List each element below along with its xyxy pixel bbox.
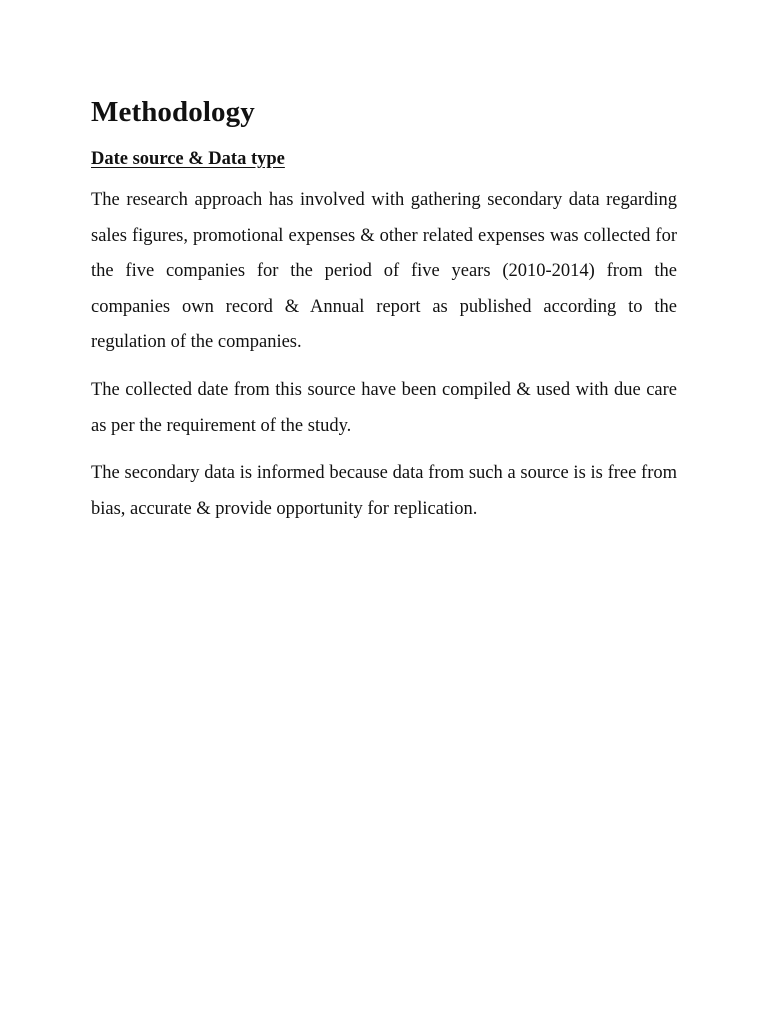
page-title: Methodology	[91, 96, 255, 128]
paragraph-secondary-data: The secondary data is informed because data from such a source is is free from bias, accurate & provide opportunity for replication.	[91, 463, 677, 519]
paragraph-research-approach: The research approach has involved with gathering secondary data regarding sales figures, promotional expenses & other related expenses was collected for the five companies for the period of five years (2010-2014) from the companies own record & Annual report as published according to the regulation of the companies.	[91, 190, 677, 353]
page-content	[91, 92, 677, 527]
paragraph-collected-data: The collected date from this source have been compiled & used with due care as per the requirement of the study.	[91, 379, 677, 436]
section-heading: Date source & Data type	[91, 149, 285, 169]
